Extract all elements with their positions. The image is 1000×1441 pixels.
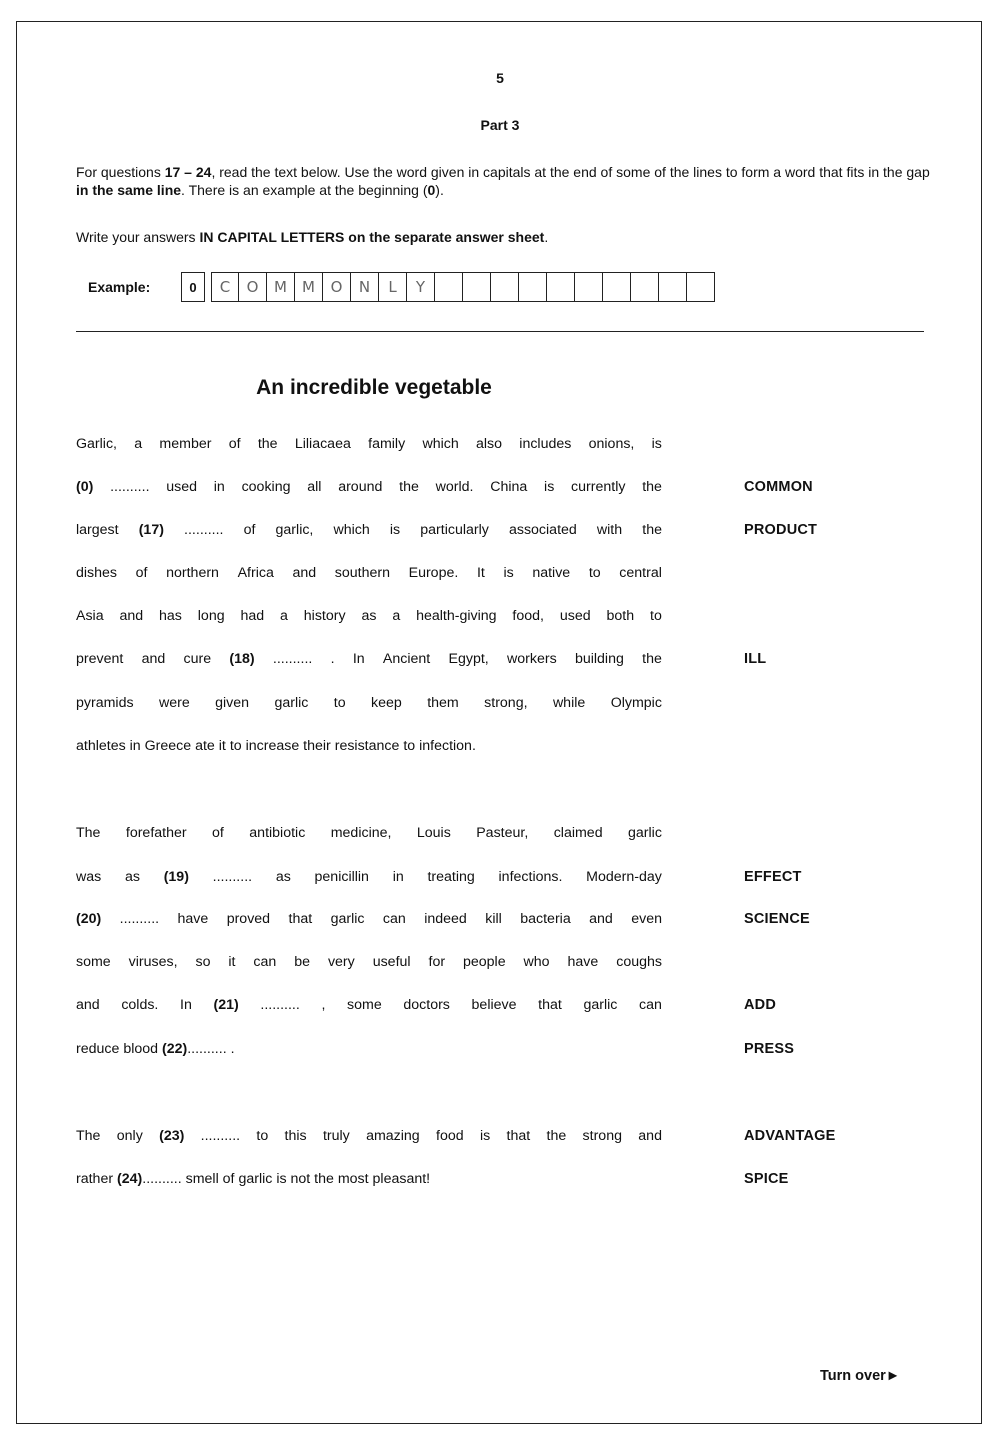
example-letter-box [491, 272, 519, 302]
example-letter-box: O [239, 272, 267, 302]
example-letter-box [519, 272, 547, 302]
text-title: An incredible vegetable [256, 376, 492, 399]
text-line: Asia and has long had a history as a health-giving food, used both to [76, 608, 662, 624]
example-letter-box [463, 272, 491, 302]
example-number-box: 0 [181, 272, 205, 302]
text-line: some viruses, so it can be very useful for people who have coughs [76, 954, 662, 970]
example-letter-box [575, 272, 603, 302]
text-line: The only (23) .......... to this truly amazing food is that the strong and [76, 1128, 662, 1144]
text-line: (0) .......... used in cooking all around the world. China is currently the [76, 479, 662, 495]
text-line: and colds. In (21) .......... , some doctors believe that garlic can [76, 997, 662, 1013]
example-letter-box [603, 272, 631, 302]
text-line: (20) .......... have proved that garlic can indeed kill bacteria and even [76, 911, 662, 927]
example-letter-box: C [211, 272, 239, 302]
example-letter-box [547, 272, 575, 302]
example-label: Example: [88, 279, 151, 295]
answer-instructions: Write your answers IN CAPITAL LETTERS on the separate answer sheet. [76, 229, 549, 245]
keyword-advantage: ADVANTAGE [744, 1128, 836, 1144]
example-answer-grid [181, 272, 715, 304]
keyword-spice: SPICE [744, 1171, 789, 1187]
example-letter-box: Y [407, 272, 435, 302]
text-line: Garlic, a member of the Liliacaea family which also includes onions, is [76, 436, 662, 452]
text-line: reduce blood (22) .......... . [76, 1041, 235, 1057]
text-line: The forefather of antibiotic medicine, Louis Pasteur, claimed garlic [76, 825, 662, 841]
example-letter-box: N [351, 272, 379, 302]
divider-rule [76, 331, 924, 332]
example-letter-box: M [267, 272, 295, 302]
text-line: rather (24) .......... smell of garlic is not the most pleasant! [76, 1171, 431, 1187]
text-line: dishes of northern Africa and southern Europe. It is native to central [76, 565, 662, 581]
keyword-product: PRODUCT [744, 522, 818, 538]
text-line: prevent and cure (18) .......... . In Ancient Egypt, workers building the [76, 651, 662, 667]
text-line: athletes in Greece ate it to increase their resistance to infection. [76, 738, 476, 754]
text-line: largest (17) .......... of garlic, which is particularly associated with the [76, 522, 662, 538]
keyword-effect: EFFECT [744, 869, 802, 885]
keyword-ill: ILL [744, 651, 767, 667]
text-line: was as (19) .......... as penicillin in treating infections. Modern-day [76, 869, 662, 885]
example-letter-box: M [295, 272, 323, 302]
keyword-press: PRESS [744, 1041, 795, 1057]
example-letter-box: L [379, 272, 407, 302]
example-letter-box [435, 272, 463, 302]
example-letter-box [659, 272, 687, 302]
keyword-common: COMMON [744, 479, 813, 495]
keyword-add: ADD [744, 997, 777, 1013]
example-letter-box [631, 272, 659, 302]
example-letter-box [687, 272, 715, 302]
turn-over-label: Turn over► [820, 1368, 901, 1384]
part-heading: Part 3 [480, 117, 520, 133]
page-number: 5 [496, 70, 504, 86]
keyword-science: SCIENCE [744, 911, 810, 927]
example-letter-box: O [323, 272, 351, 302]
text-line: pyramids were given garlic to keep them strong, while Olympic [76, 695, 662, 711]
instructions-paragraph: For questions 17 – 24, read the text below. Use the word given in capitals at the end of some of the lines to form a word that fits in the gap in the same line. There is an example at the beginning (0). [76, 164, 930, 198]
